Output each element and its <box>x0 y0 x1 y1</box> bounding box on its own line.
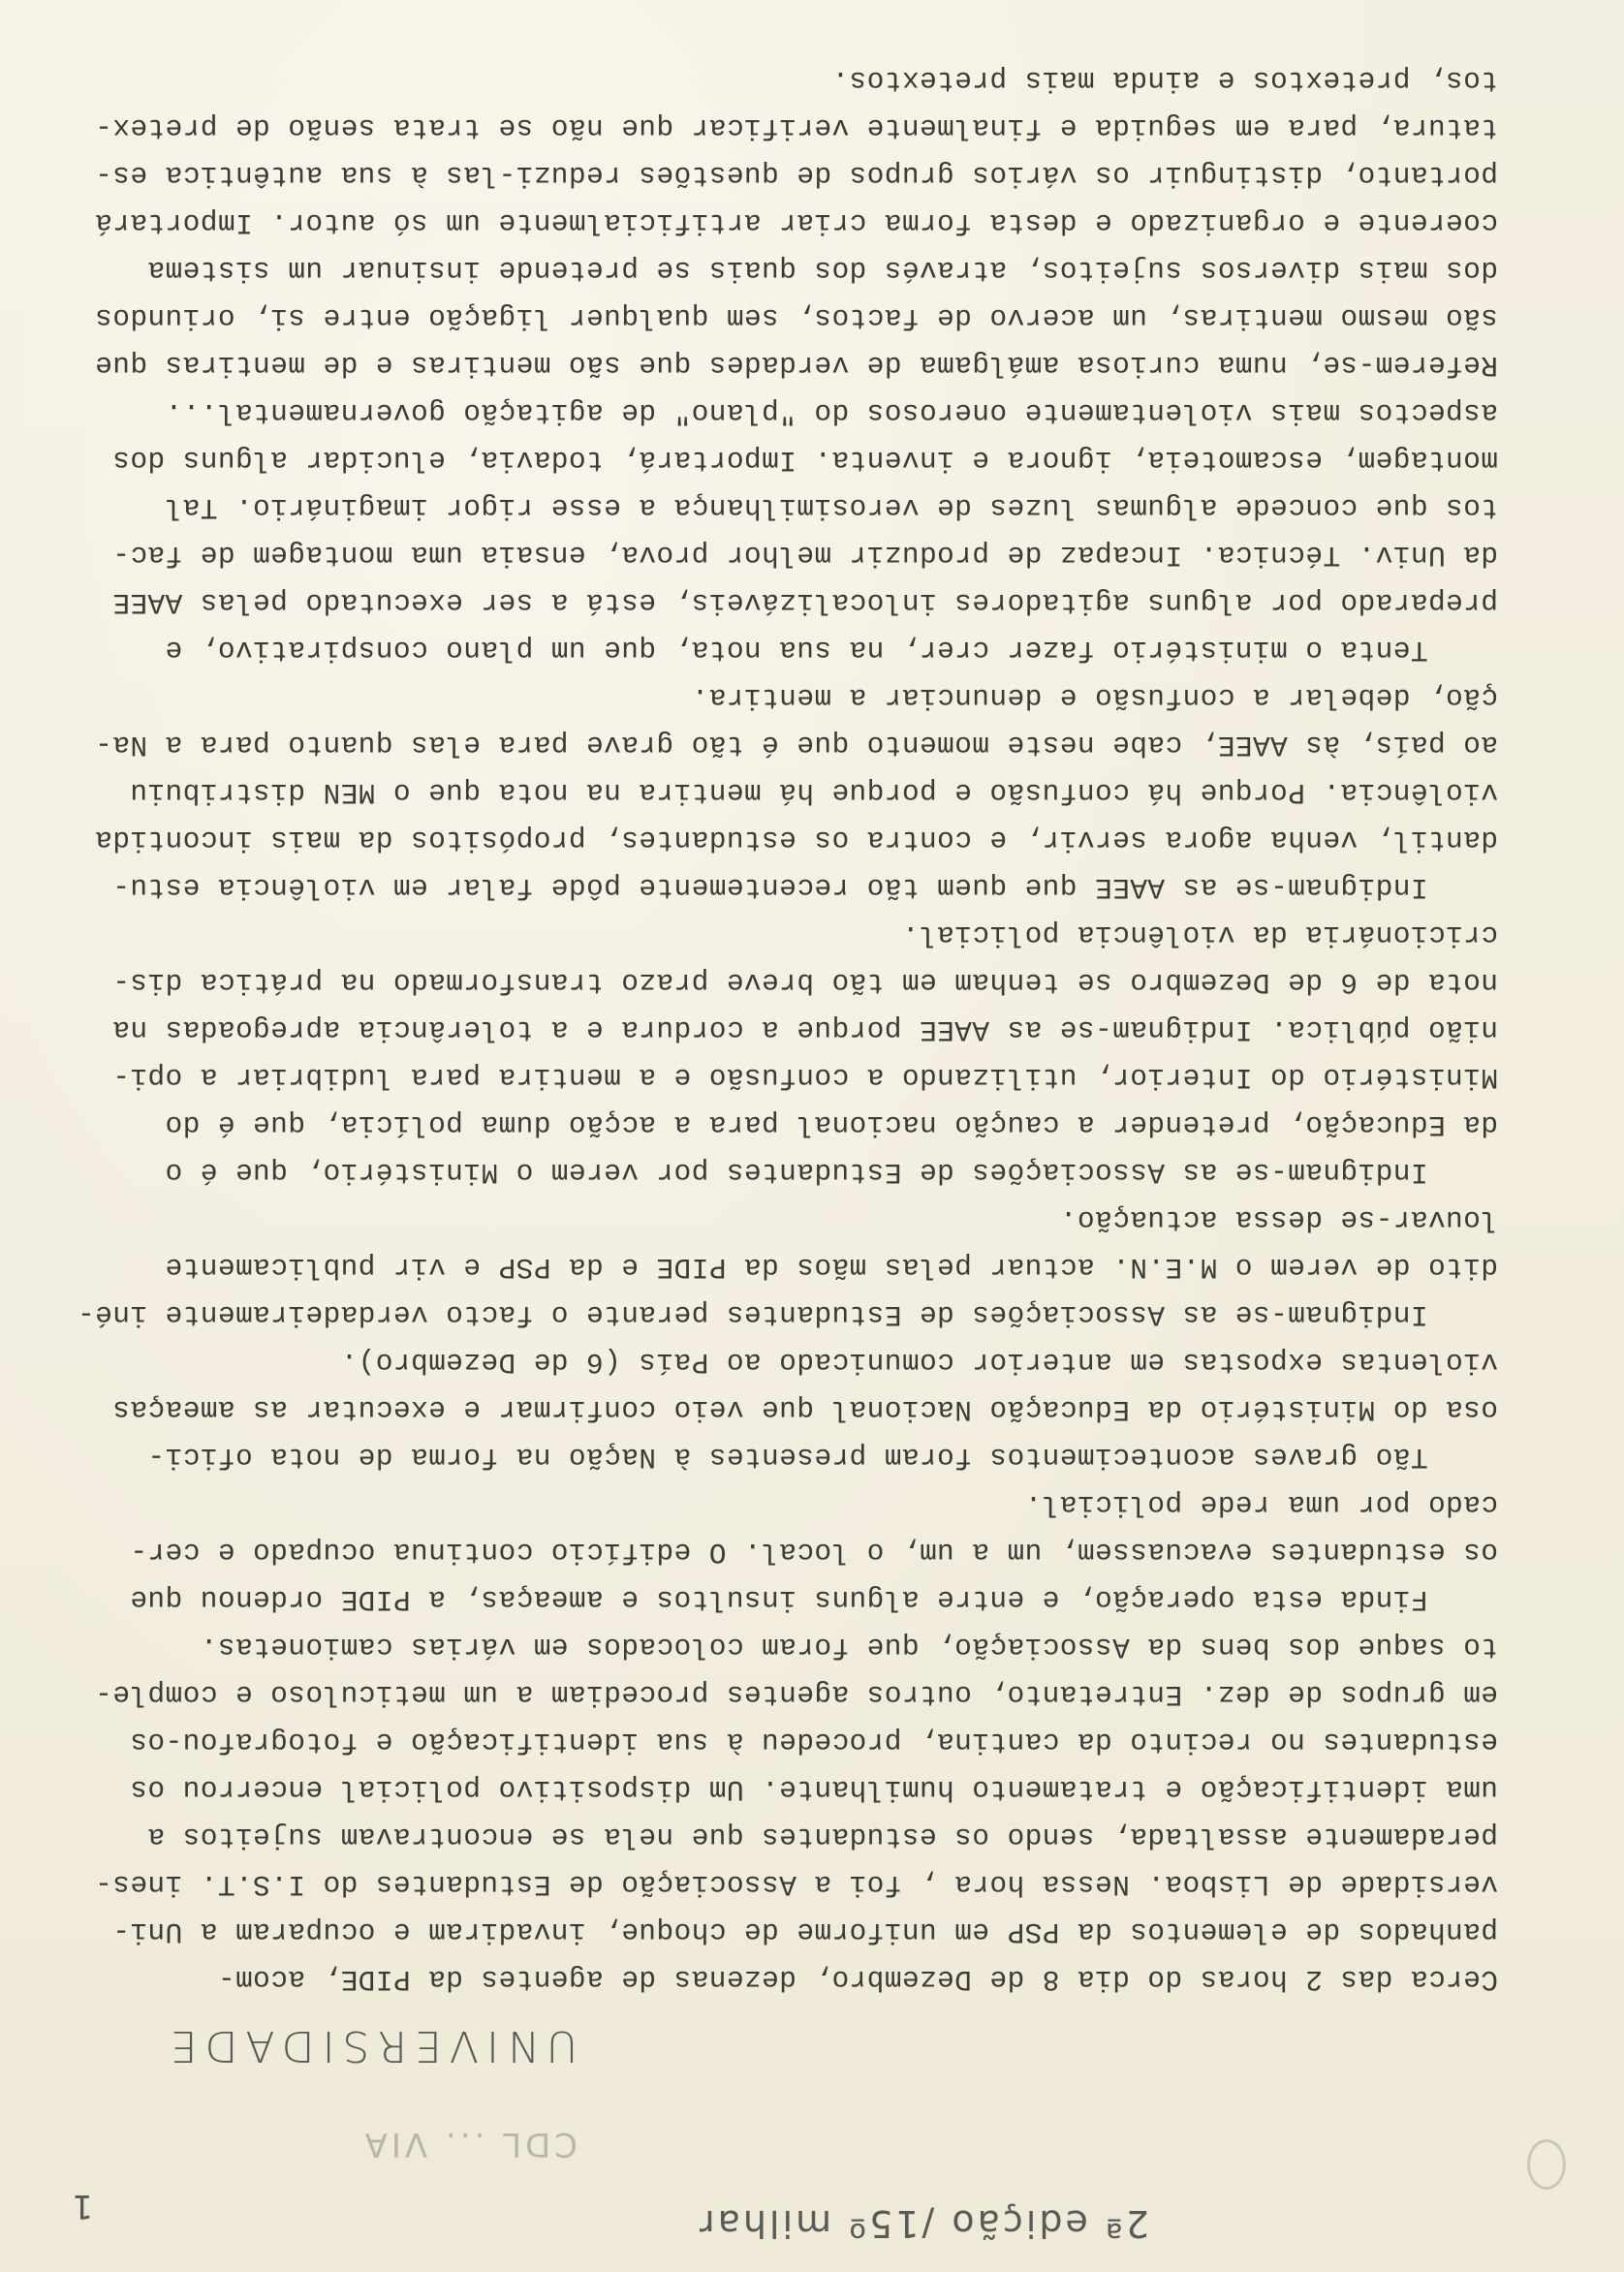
text-line: dos mais diversos sujeitos, através dos quais se pretende insinuar um sistema <box>147 254 1498 287</box>
text-line: tatura, para em seguida e finalmente verificar que não se trata senão de pretex- <box>94 111 1498 144</box>
punch-hole-mark <box>1527 2139 1566 2190</box>
text-line: aspectos mais violentamente onerosos do "plano" de agitação governamental... <box>165 396 1498 429</box>
text-line: dantil, venha agora servir, e contra os estudantes, propósitos da mais incontida <box>94 824 1498 856</box>
text-line: cado por uma rede policial. <box>1024 1488 1498 1521</box>
text-line: tos que concede algumas luzes de verosimilhança a esse rigor imaginário. Tal <box>165 491 1498 524</box>
text-line: Finda esta operação, e entre alguns insultos e ameaças, a PIDE ordenou que <box>129 1583 1498 1616</box>
text-line: violentas expostas em anterior comunicado ao País (6 de Dezembro). <box>340 1346 1498 1379</box>
text-line: Referem-se, numa curiosa amálgama de verdades que são mentiras e de mentiras que <box>94 349 1498 382</box>
text-line: montagem, escamoteia, ignora e inventa. Importará, todavia, elucidar alguns dos <box>111 444 1498 477</box>
text-line: Cerca das 2 horas do dia 8 de Dezembro, dezenas de agentes da PIDE, acom- <box>217 1963 1498 1996</box>
faint-stamp: CDL ... VIA <box>360 2125 578 2163</box>
text-line: panhados de elementos da PSP em uniforme de choque, invadiram e ocuparam a Uni- <box>111 1915 1498 1948</box>
text-line: to saque dos bens da Associação, que foram colocados em várias camionetas. <box>200 1631 1498 1664</box>
text-line: Tenta o ministério fazer crer, na sua nota, que um plano conspirativo, e <box>165 634 1498 667</box>
text-line: estudantes no recinto da cantina, procedeu à sua identificação e fotografou-os <box>129 1726 1498 1758</box>
text-line: ção, debelar a confusão e denunciar a mentira. <box>691 681 1498 714</box>
text-line: osa do Ministério da Educação Nacional que veio confirmar e executar as ameaças <box>111 1393 1498 1426</box>
text-line: Indignam-se as Associações de Estudantes perante o facto verdadeiramente iné- <box>77 1298 1498 1331</box>
text-line: uma identificação e tratamento humilhante. Um dispositivo policial encerrou os <box>129 1773 1498 1806</box>
text-line: Tão graves acontecimentos foram presentes à Nação na forma de nota ofici- <box>147 1441 1498 1474</box>
handwritten-header-universidade: UNIVERSIDADE <box>162 2021 578 2070</box>
text-line: preparado por alguns agitadores inlocalizáveis, está a ser executado pelas AAEE <box>111 586 1498 619</box>
handwritten-edition-note: 2ª edição /15º milhar <box>697 2202 1149 2245</box>
handwritten-margin-mark: 1 <box>72 2187 93 2225</box>
text-line: nião pública. Indignam-se as AAEE porque a cordura e a tolerância apregoadas na <box>111 1013 1498 1046</box>
text-line: Indignam-se as AAEE que quem tão recentemente pôde falar em violência estu- <box>111 871 1498 904</box>
text-line: louvar-se dessa actuação. <box>1059 1203 1498 1236</box>
text-line: dito de verem o M.E.N. actuar pelas mãos da PIDE e da PSP e vir publicamente <box>165 1251 1498 1284</box>
text-line: Indignam-se as Associações de Estudantes por verem o Ministério, que é o <box>165 1156 1498 1189</box>
text-line: Ministério do Interior, utilizando a confusão e a mentira para ludibriar a opi- <box>111 1061 1498 1094</box>
text-line: cricionária da violência policial. <box>901 918 1498 951</box>
text-line: tos, pretextos e ainda mais pretextos. <box>831 64 1498 97</box>
text-line: portanto, distinguir os vários grupos de questões reduzi-las à sua autêntica es- <box>94 159 1498 192</box>
text-line: nota de 6 de Dezembro se tenham em tão breve prazo transformado na prática dis- <box>111 966 1498 999</box>
text-line: peradamente assaltada, sendo os estudantes que nela se encontravam sujeitos a <box>147 1821 1498 1853</box>
text-line: em grupos de dez. Entretanto, outros agentes procediam a um meticuloso e comple- <box>94 1678 1498 1711</box>
text-line: ao país, às AAEE, cabe neste momento que é tão grave para elas quanto para a Na- <box>94 729 1498 762</box>
text-line: da Univ. Técnica. Incapaz de produzir melhor prova, ensaia uma montagem de fac- <box>111 539 1498 572</box>
text-line: os estudantes evacuassem, um a um, o local. O edifício continua ocupado e cer- <box>129 1536 1498 1569</box>
text-line: versidade de Lisboa. Nessa hora , foi a Associação de Estudantes do I.S.T. ines- <box>94 1868 1498 1901</box>
text-line: violência. Porque há confusão e porque há mentira na nota que o MEN distribuiu <box>129 776 1498 809</box>
text-line: coerente e organizado e desta forma criar artificialmente um só autor. Importará <box>94 206 1498 239</box>
text-line: da Educação, pretender a caução nacional para a acção duma polícia, que é do <box>165 1108 1498 1141</box>
text-line: são mesmo mentiras, um acervo de factos, sem qualquer ligação entre si, oriundos <box>94 301 1498 334</box>
